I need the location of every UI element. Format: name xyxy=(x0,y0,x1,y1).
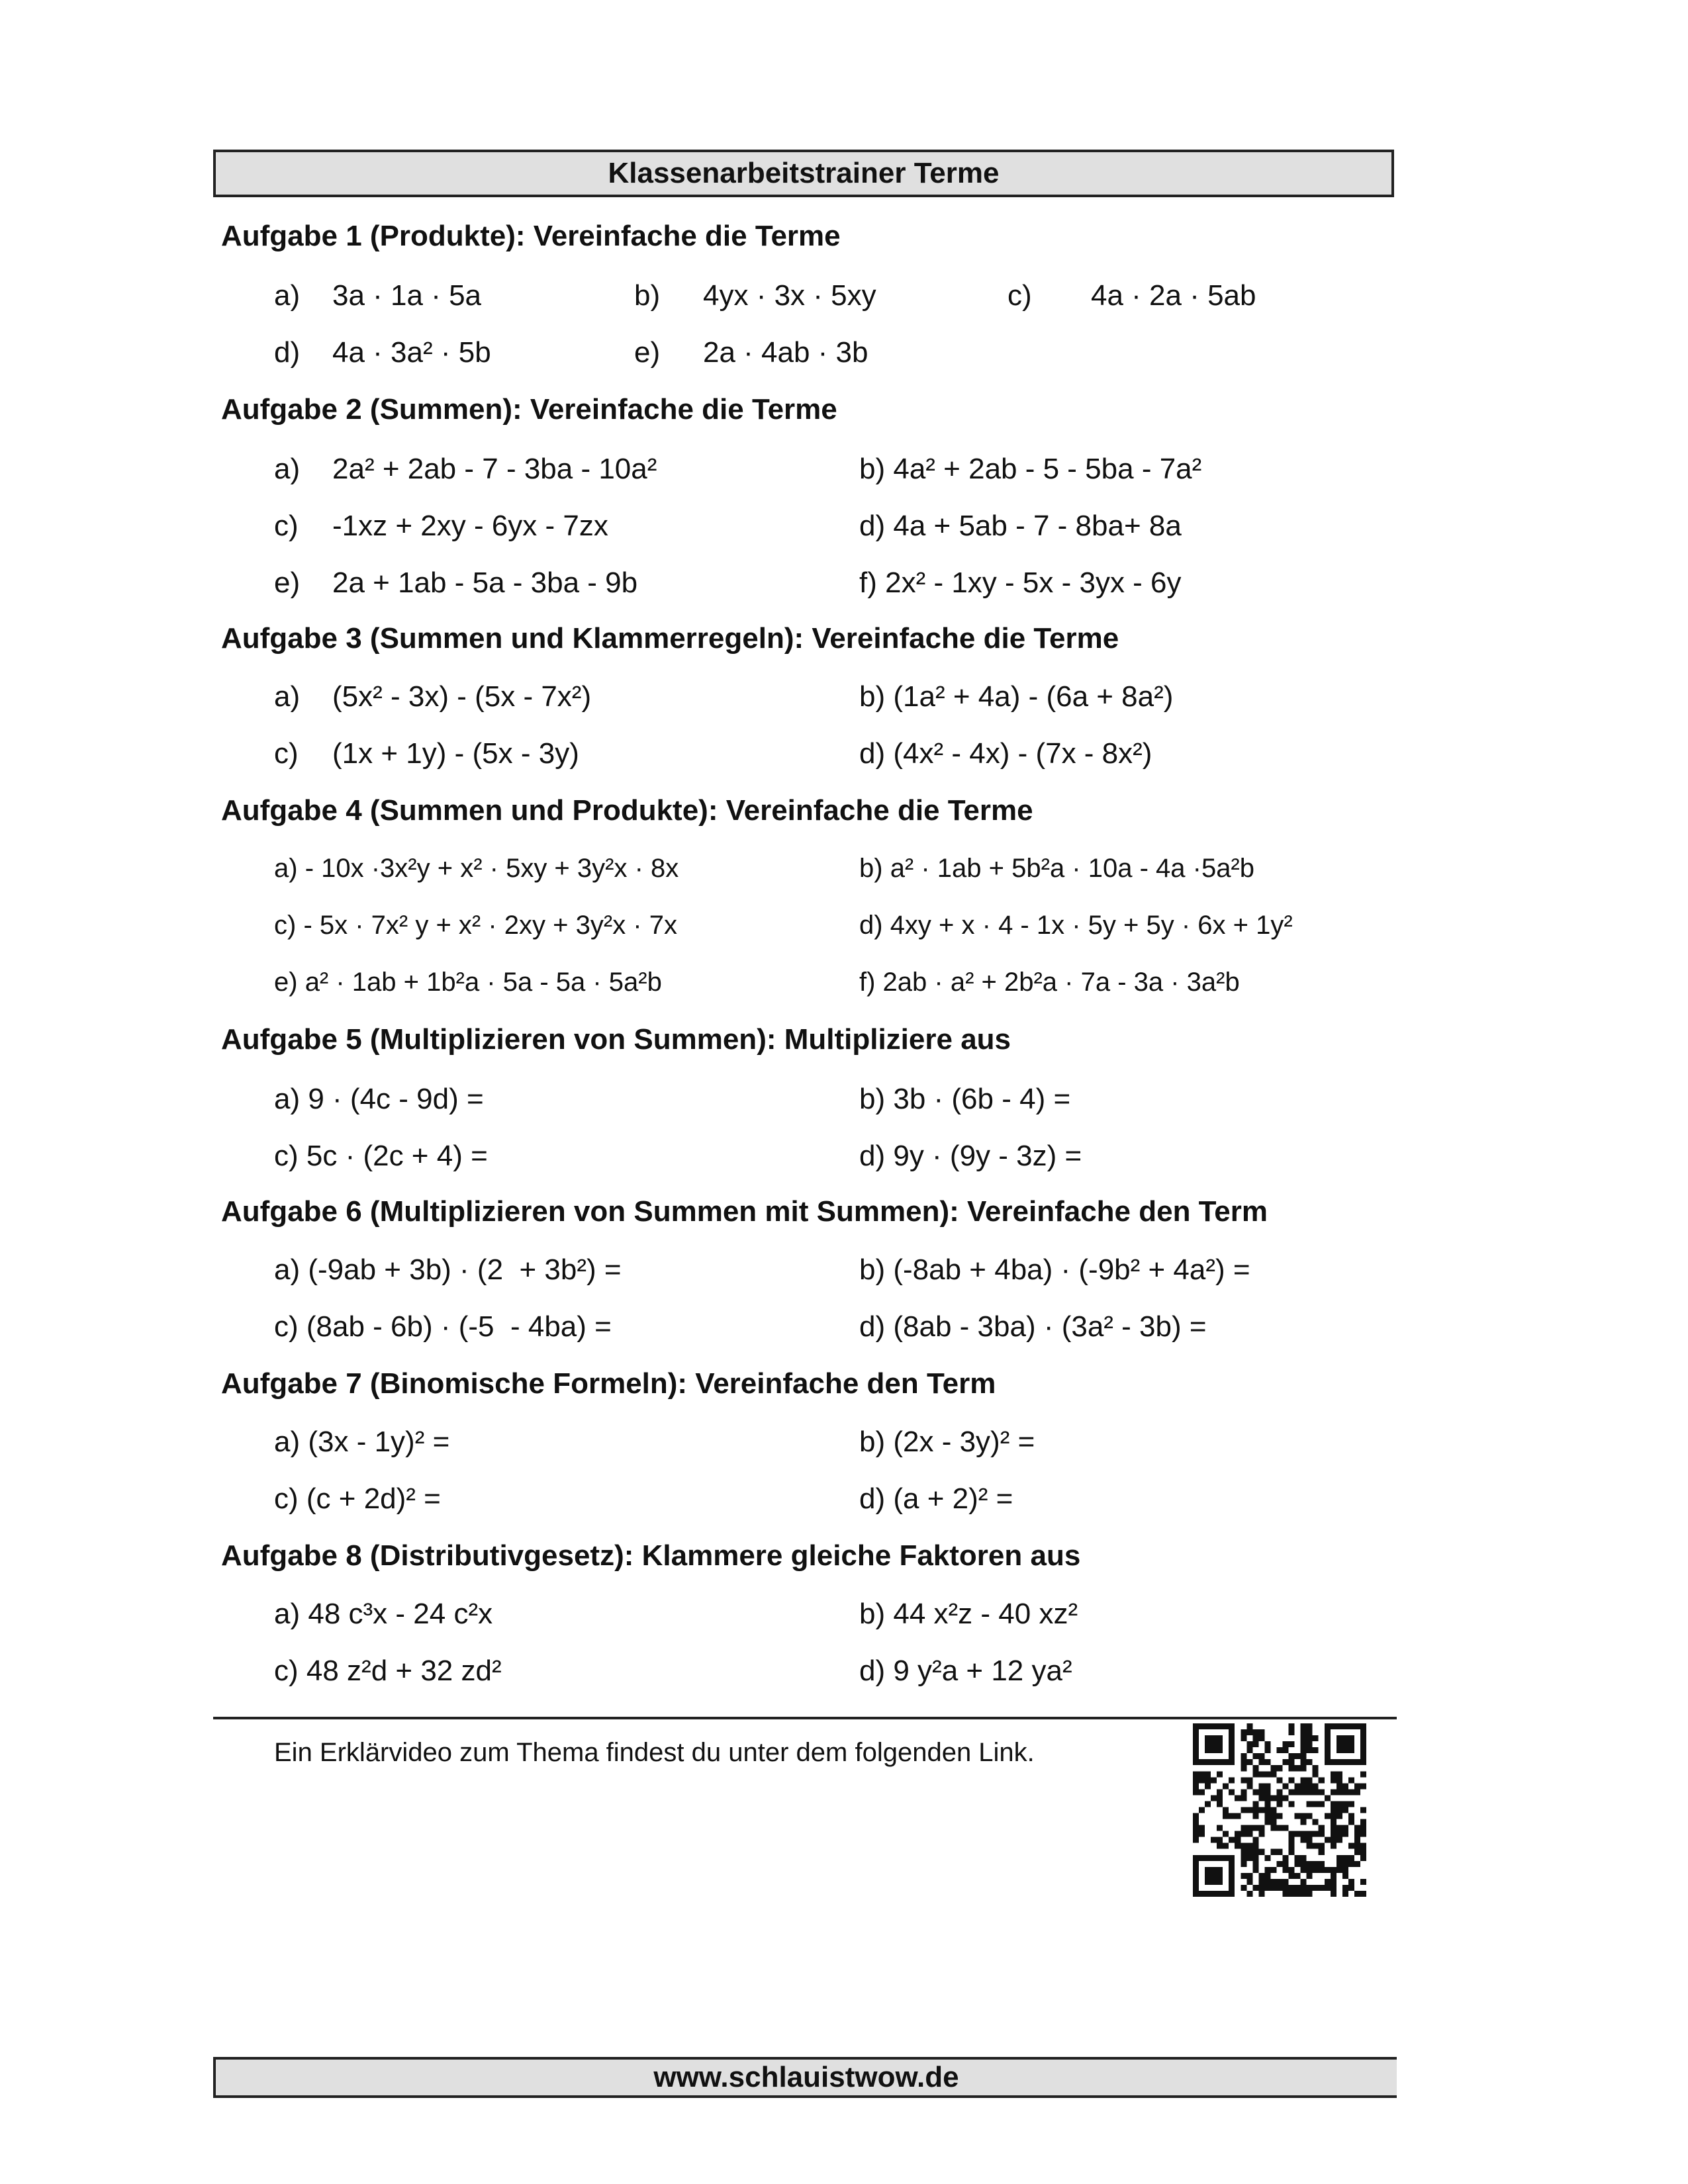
item-label: d) xyxy=(859,1140,894,1172)
item-expression: 9 y²a + 12 ya² xyxy=(893,1655,1072,1687)
aufgabe-6-title: Aufgabe 6 (Multiplizieren von Summen mit Summen): Vereinfache den Term xyxy=(221,1195,1268,1228)
item-expression: 5c · (2c + 4) = xyxy=(306,1140,488,1172)
item-expression: 9 · (4c - 9d) = xyxy=(308,1083,484,1115)
item-label: b) xyxy=(634,279,661,312)
aufgabe-8-item-a xyxy=(274,1598,492,1631)
item-label: d) xyxy=(859,510,894,542)
item-label: a) xyxy=(274,1598,308,1630)
item-expression: 4xy + x · 4 - 1x · 5y + 5y · 6x + 1y² xyxy=(890,911,1293,940)
item-label: c) xyxy=(274,1140,306,1172)
item-label: e) xyxy=(634,336,661,369)
aufgabe-7-item-a xyxy=(274,1426,449,1459)
item-label: e) xyxy=(274,567,301,599)
item-expression: (1a² + 4a) - (6a + 8a²) xyxy=(893,680,1174,713)
item-label: c) xyxy=(274,737,299,770)
item-expression: (1x + 1y) - (5x - 3y) xyxy=(332,737,579,770)
item-label: b) xyxy=(859,453,894,485)
aufgabe-3-item-b xyxy=(859,680,1173,713)
footer-divider xyxy=(213,1717,1397,1719)
item-label: f) xyxy=(859,968,883,997)
item-expression: a² · 1ab + 5b²a · 10a - 4a ·5a²b xyxy=(890,854,1254,883)
item-label: d) xyxy=(859,1310,894,1343)
aufgabe-8-item-b xyxy=(859,1598,1078,1631)
item-label: f) xyxy=(859,567,886,599)
aufgabe-7-item-b xyxy=(859,1426,1035,1459)
item-expression: (c + 2d)² = xyxy=(306,1482,441,1515)
aufgabe-8-item-c xyxy=(274,1655,502,1688)
aufgabe-8-item-d xyxy=(859,1655,1072,1688)
aufgabe-4-item-a xyxy=(274,854,679,884)
item-expression: (8ab - 6b) · (-5 - 4ba) = xyxy=(306,1310,612,1343)
aufgabe-5-item-b xyxy=(859,1083,1070,1116)
item-label: d) xyxy=(859,911,890,940)
item-label: c) xyxy=(274,510,299,542)
item-expression: a² · 1ab + 1b²a · 5a - 5a · 5a²b xyxy=(305,968,662,997)
item-label: a) xyxy=(274,1426,308,1458)
aufgabe-4-title: Aufgabe 4 (Summen und Produkte): Vereinfache die Terme xyxy=(221,794,1033,827)
item-expression: 4a · 2a · 5ab xyxy=(1091,279,1256,312)
item-expression: 2a · 4ab · 3b xyxy=(703,336,868,369)
item-expression: (2x - 3y)² = xyxy=(893,1426,1035,1458)
item-label: c) xyxy=(274,911,304,940)
item-expression: 2a + 1ab - 5a - 3ba - 9b xyxy=(332,567,638,599)
aufgabe-2-item-b xyxy=(859,453,1201,486)
aufgabe-1-title: Aufgabe 1 (Produkte): Vereinfache die Terme xyxy=(221,220,841,252)
aufgabe-7-item-d xyxy=(859,1482,1013,1516)
qr-code-icon xyxy=(1193,1723,1366,1897)
item-expression: -1xz + 2xy - 6yx - 7zx xyxy=(332,510,608,542)
item-expression: 4a · 3a² · 5b xyxy=(332,336,491,369)
page-title: Klassenarbeitstrainer Terme xyxy=(213,150,1394,197)
aufgabe-4-item-e xyxy=(274,968,662,997)
item-label: d) xyxy=(859,737,894,770)
aufgabe-6-item-a xyxy=(274,1253,622,1287)
aufgabe-6-item-b xyxy=(859,1253,1250,1287)
item-expression: (5x² - 3x) - (5x - 7x²) xyxy=(332,680,592,713)
item-label: c) xyxy=(274,1655,306,1687)
item-expression: 48 c³x - 24 c²x xyxy=(308,1598,493,1630)
aufgabe-6-item-d xyxy=(859,1310,1207,1343)
aufgabe-4-item-c xyxy=(274,911,677,940)
item-expression: 2a² + 2ab - 7 - 3ba - 10a² xyxy=(332,453,657,485)
item-expression: 4a + 5ab - 7 - 8ba+ 8a xyxy=(893,510,1182,542)
item-label: b) xyxy=(859,1253,894,1286)
item-expression: 48 z²d + 32 zd² xyxy=(306,1655,502,1687)
item-label: b) xyxy=(859,1083,894,1115)
aufgabe-2-item-f xyxy=(859,567,1182,600)
item-expression: 3a · 1a · 5a xyxy=(332,279,482,312)
aufgabe-5-item-c xyxy=(274,1140,488,1173)
item-expression: - 10x ·3x²y + x² · 5xy + 3y²x · 8x xyxy=(305,854,679,883)
item-label: a) xyxy=(274,279,301,312)
aufgabe-4-item-d xyxy=(859,911,1293,940)
aufgabe-5-item-d xyxy=(859,1140,1082,1173)
item-expression: (a + 2)² = xyxy=(893,1482,1013,1515)
item-expression: (4x² - 4x) - (7x - 8x²) xyxy=(893,737,1152,770)
item-label: c) xyxy=(1008,279,1032,312)
item-expression: 2x² - 1xy - 5x - 3yx - 6y xyxy=(885,567,1182,599)
item-label: a) xyxy=(274,1083,308,1115)
item-label: a) xyxy=(274,854,305,883)
item-label: b) xyxy=(859,1426,894,1458)
aufgabe-7-title: Aufgabe 7 (Binomische Formeln): Vereinfache den Term xyxy=(221,1367,996,1400)
aufgabe-6-item-c xyxy=(274,1310,612,1343)
item-expression: 4yx · 3x · 5xy xyxy=(703,279,876,312)
item-label: d) xyxy=(274,336,301,369)
aufgabe-2-item-d xyxy=(859,510,1182,543)
item-label: c) xyxy=(274,1482,306,1515)
aufgabe-8-title: Aufgabe 8 (Distributivgesetz): Klammere gleiche Faktoren aus xyxy=(221,1539,1081,1572)
item-label: c) xyxy=(274,1310,306,1343)
item-expression: 9y · (9y - 3z) = xyxy=(893,1140,1082,1172)
item-label: d) xyxy=(859,1482,894,1515)
item-expression: (-8ab + 4ba) · (-9b² + 4a²) = xyxy=(893,1253,1250,1286)
item-expression: 3b · (6b - 4) = xyxy=(893,1083,1071,1115)
video-hint-text: Ein Erklärvideo zum Thema findest du unter dem folgenden Link. xyxy=(274,1738,1035,1767)
item-label: b) xyxy=(859,854,890,883)
aufgabe-5-item-a xyxy=(274,1083,484,1116)
item-expression: 4a² + 2ab - 5 - 5ba - 7a² xyxy=(893,453,1202,485)
item-expression: 44 x²z - 40 xz² xyxy=(893,1598,1078,1630)
item-label: b) xyxy=(859,680,894,713)
aufgabe-3-item-d xyxy=(859,737,1152,770)
item-label: d) xyxy=(859,1655,894,1687)
item-expression: - 5x · 7x² y + x² · 2xy + 3y²x · 7x xyxy=(303,911,677,940)
aufgabe-3-title: Aufgabe 3 (Summen und Klammerregeln): Vereinfache die Terme xyxy=(221,622,1119,655)
item-label: a) xyxy=(274,680,301,713)
item-label: b) xyxy=(859,1598,894,1630)
item-label: a) xyxy=(274,1253,308,1286)
website-url[interactable]: www.schlauistwow.de xyxy=(213,2057,1397,2098)
item-expression: (-9ab + 3b) · (2 + 3b²) = xyxy=(308,1253,622,1286)
item-expression: (8ab - 3ba) · (3a² - 3b) = xyxy=(893,1310,1207,1343)
aufgabe-7-item-c xyxy=(274,1482,441,1516)
aufgabe-4-item-b xyxy=(859,854,1254,884)
item-label: a) xyxy=(274,453,301,485)
aufgabe-4-item-f xyxy=(859,968,1240,997)
aufgabe-5-title: Aufgabe 5 (Multiplizieren von Summen): Multipliziere aus xyxy=(221,1023,1011,1056)
item-label: e) xyxy=(274,968,305,997)
aufgabe-2-title: Aufgabe 2 (Summen): Vereinfache die Terme xyxy=(221,393,837,426)
item-expression: 2ab · a² + 2b²a · 7a - 3a · 3a²b xyxy=(882,968,1240,997)
item-expression: (3x - 1y)² = xyxy=(308,1426,450,1458)
